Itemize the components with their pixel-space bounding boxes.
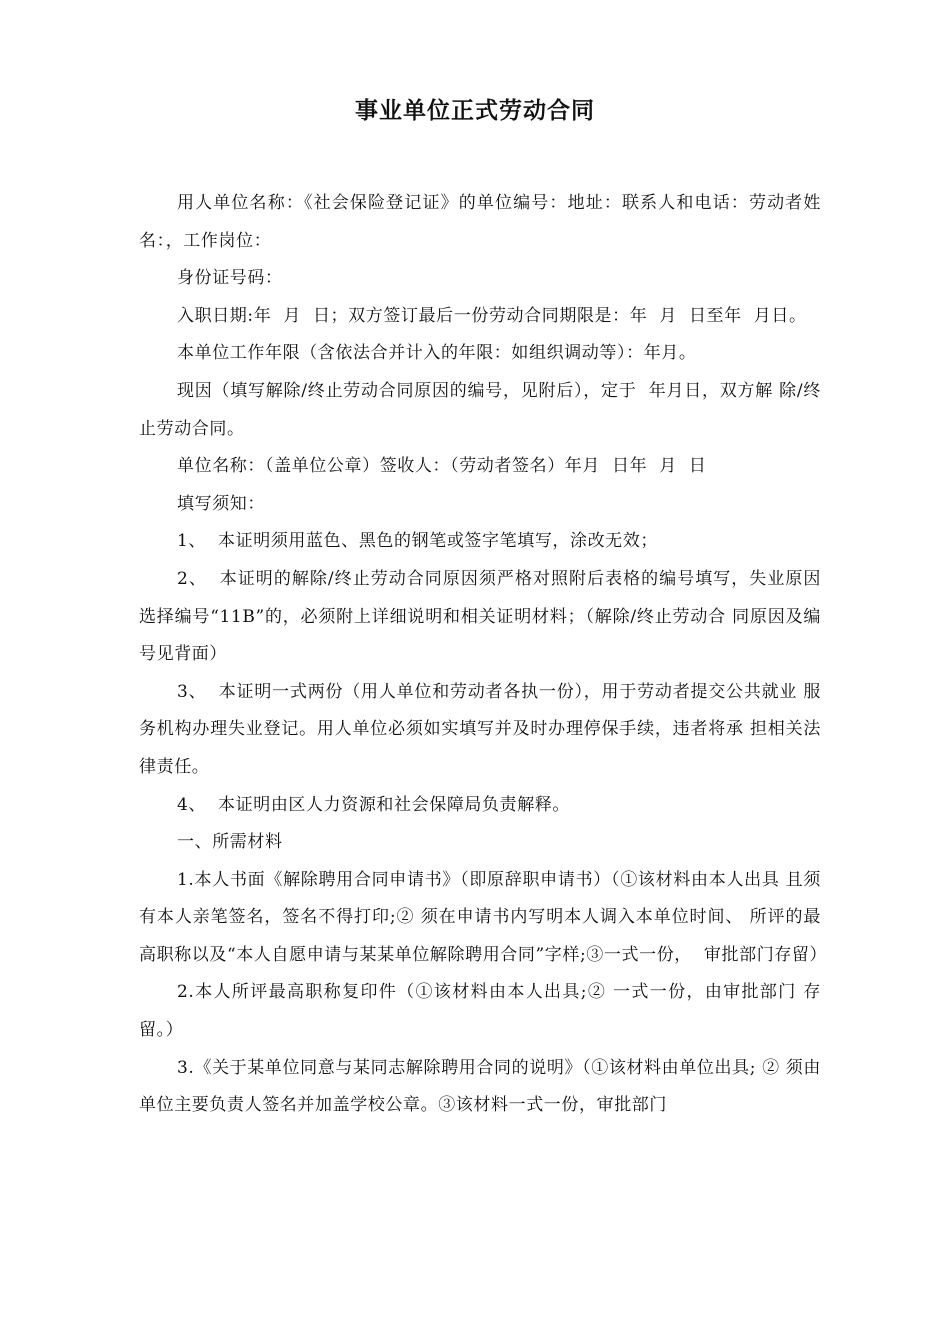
document-body bbox=[139, 185, 828, 1125]
paragraph-instruction-1: 1、 本证明须用蓝色、黑色的钢笔或签字笔填写，涂改无效； bbox=[177, 531, 659, 552]
paragraph-termination-reason: 现因（填写解除/终止劳动合同原因的编号，见附后），定于 年月日，双方解 除/终止劳动合同。 bbox=[139, 380, 821, 439]
paragraph-id-number: 身份证号码： bbox=[177, 268, 283, 289]
paragraph-instruction-4: 4、 本证明由区人力资源和社会保障局负责解释。 bbox=[177, 794, 571, 815]
paragraph-material-1: 1.本人书面《解除聘用合同申请书》（即原辞职申请书）（①该材料由本人出具 且须有本人亲笔签名，签名不得打印;② 须在申请书内写明本人调入本单位时间、 所评的最高职称以及“本人自愿申请与某某单位解除聘用合同”字样;③一式一份， 审批部门存留） bbox=[139, 869, 828, 965]
paragraph-material-2: 2.本人所评最高职称复印件（①该材料由本人出具;② 一式一份，由审批部门 存留。） bbox=[139, 982, 821, 1041]
paragraph-employer-info: 用人单位名称：《社会保险登记证》的单位编号：地址：联系人和电话：劳动者姓名：，工作岗位： bbox=[139, 193, 821, 251]
paragraph-work-years: 本单位工作年限（含依法合并计入的年限：如组织调动等）：年月。 bbox=[177, 343, 697, 364]
paragraph-signatures: 单位名称：（盖单位公章）签收人：（劳动者签名）年月 日年 月 日 bbox=[177, 456, 707, 477]
paragraph-instructions-heading: 填写须知： bbox=[177, 493, 265, 514]
paragraph-instruction-2: 2、 本证明的解除/终止劳动合同原因须严格对照附后表格的编号填写，失业原因选择编号“11B”的，必须附上详细说明和相关证明材料；（解除/终止劳动合 同原因及编号见背面） bbox=[139, 568, 821, 665]
paragraph-material-3: 3.《关于某单位同意与某同志解除聘用合同的说明》（①该材料由单位出具; ② 须由单位主要负责人签名并加盖学校公章。③该材料一式一份，审批部门 bbox=[139, 1057, 821, 1116]
section-heading-materials: 一、所需材料 bbox=[177, 832, 283, 853]
paragraph-entry-date: 入职日期:年 月 日；双方签订最后一份劳动合同期限是：年 月 日至年 月日。 bbox=[177, 305, 807, 326]
document-title: 事业单位正式劳动合同 bbox=[355, 98, 595, 124]
paragraph-instruction-3: 3、 本证明一式两份（用人单位和劳动者各执一份），用于劳动者提交公共就业 服务机构办理失业登记。用人单位必须如实填写并及时办理停保手续，违者将承 担相关法律责任。 bbox=[139, 681, 821, 777]
